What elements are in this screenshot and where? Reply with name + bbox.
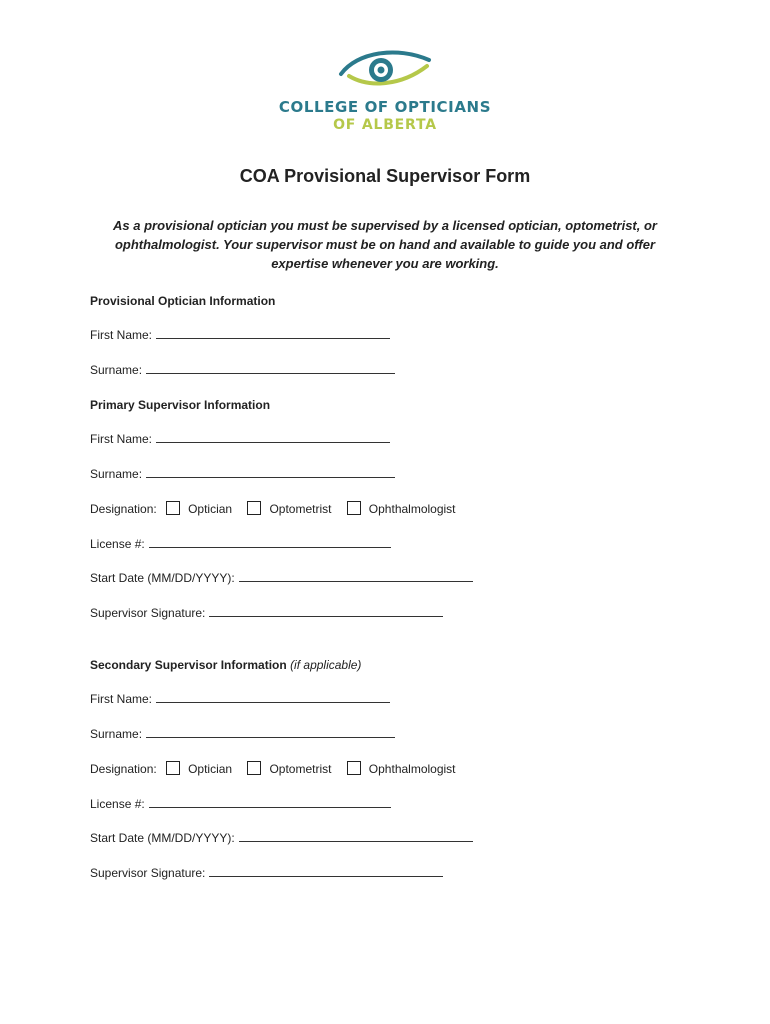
designation-label: Designation:	[90, 762, 157, 776]
secondary-note: (if applicable)	[290, 658, 362, 672]
optometrist-checkbox[interactable]	[247, 761, 261, 775]
secondary-surname-field[interactable]	[90, 726, 395, 742]
intro-text: As a provisional optician you must be supervised by a licensed optician, optometrist, or ophthalmologist. Your supervisor must be on hand and available to guide you and offer expertise whenever you are working.	[113, 218, 657, 271]
logo-text-line2: OF ALBERTA	[333, 117, 437, 133]
ophthalmologist-checkbox[interactable]	[347, 761, 361, 775]
surname-line[interactable]	[146, 726, 395, 738]
option-label: Optician	[188, 762, 233, 776]
field-label: Surname:	[90, 467, 143, 481]
secondary-designation	[90, 761, 462, 777]
field-label: First Name:	[90, 328, 153, 342]
optometrist-checkbox[interactable]	[247, 501, 261, 515]
field-label: Surname:	[90, 363, 143, 377]
secondary-heading	[90, 657, 361, 673]
provisional-first-name-field[interactable]	[90, 327, 390, 343]
field-label: Start Date (MM/DD/YYYY):	[90, 571, 235, 585]
logo-text-line1: COLLEGE OF OPTICIANS	[278, 98, 492, 116]
secondary-signature-field[interactable]	[90, 865, 443, 881]
first-name-line[interactable]	[156, 691, 390, 703]
option-label: Optician	[188, 502, 233, 516]
primary-designation	[90, 501, 462, 517]
secondary-start-date-field[interactable]	[90, 830, 473, 846]
license-line[interactable]	[149, 536, 391, 548]
optician-checkbox[interactable]	[166, 761, 180, 775]
first-name-line[interactable]	[156, 327, 390, 339]
eye-logo-icon	[335, 48, 435, 94]
field-label: Supervisor Signature:	[90, 606, 206, 620]
field-label: Supervisor Signature:	[90, 866, 206, 880]
optician-checkbox[interactable]	[166, 501, 180, 515]
secondary-first-name-field[interactable]	[90, 691, 390, 707]
signature-line[interactable]	[209, 865, 443, 877]
field-label: License #:	[90, 537, 145, 551]
primary-signature-field[interactable]	[90, 605, 443, 621]
start-date-line[interactable]	[239, 830, 473, 842]
logo	[0, 48, 770, 134]
option-label: Ophthalmologist	[368, 762, 456, 776]
primary-first-name-field[interactable]	[90, 431, 390, 447]
field-label: First Name:	[90, 432, 153, 446]
option-label: Ophthalmologist	[368, 502, 456, 516]
license-line[interactable]	[149, 796, 391, 808]
designation-label: Designation:	[90, 502, 157, 516]
secondary-heading-text: Secondary Supervisor Information	[90, 658, 287, 672]
page-title: COA Provisional Supervisor Form	[239, 166, 531, 186]
secondary-license-field[interactable]	[90, 796, 391, 812]
option-label: Optometrist	[269, 762, 332, 776]
primary-heading: Primary Supervisor Information	[90, 398, 271, 412]
primary-start-date-field[interactable]	[90, 570, 473, 586]
field-label: First Name:	[90, 692, 153, 706]
first-name-line[interactable]	[156, 431, 390, 443]
surname-line[interactable]	[146, 466, 395, 478]
ophthalmologist-checkbox[interactable]	[347, 501, 361, 515]
provisional-heading: Provisional Optician Information	[90, 294, 276, 308]
provisional-surname-field[interactable]	[90, 362, 395, 378]
primary-surname-field[interactable]	[90, 466, 395, 482]
field-label: License #:	[90, 797, 145, 811]
option-label: Optometrist	[269, 502, 332, 516]
primary-license-field[interactable]	[90, 536, 391, 552]
surname-line[interactable]	[146, 362, 395, 374]
start-date-line[interactable]	[239, 570, 473, 582]
field-label: Surname:	[90, 727, 143, 741]
signature-line[interactable]	[209, 605, 443, 617]
field-label: Start Date (MM/DD/YYYY):	[90, 831, 235, 845]
